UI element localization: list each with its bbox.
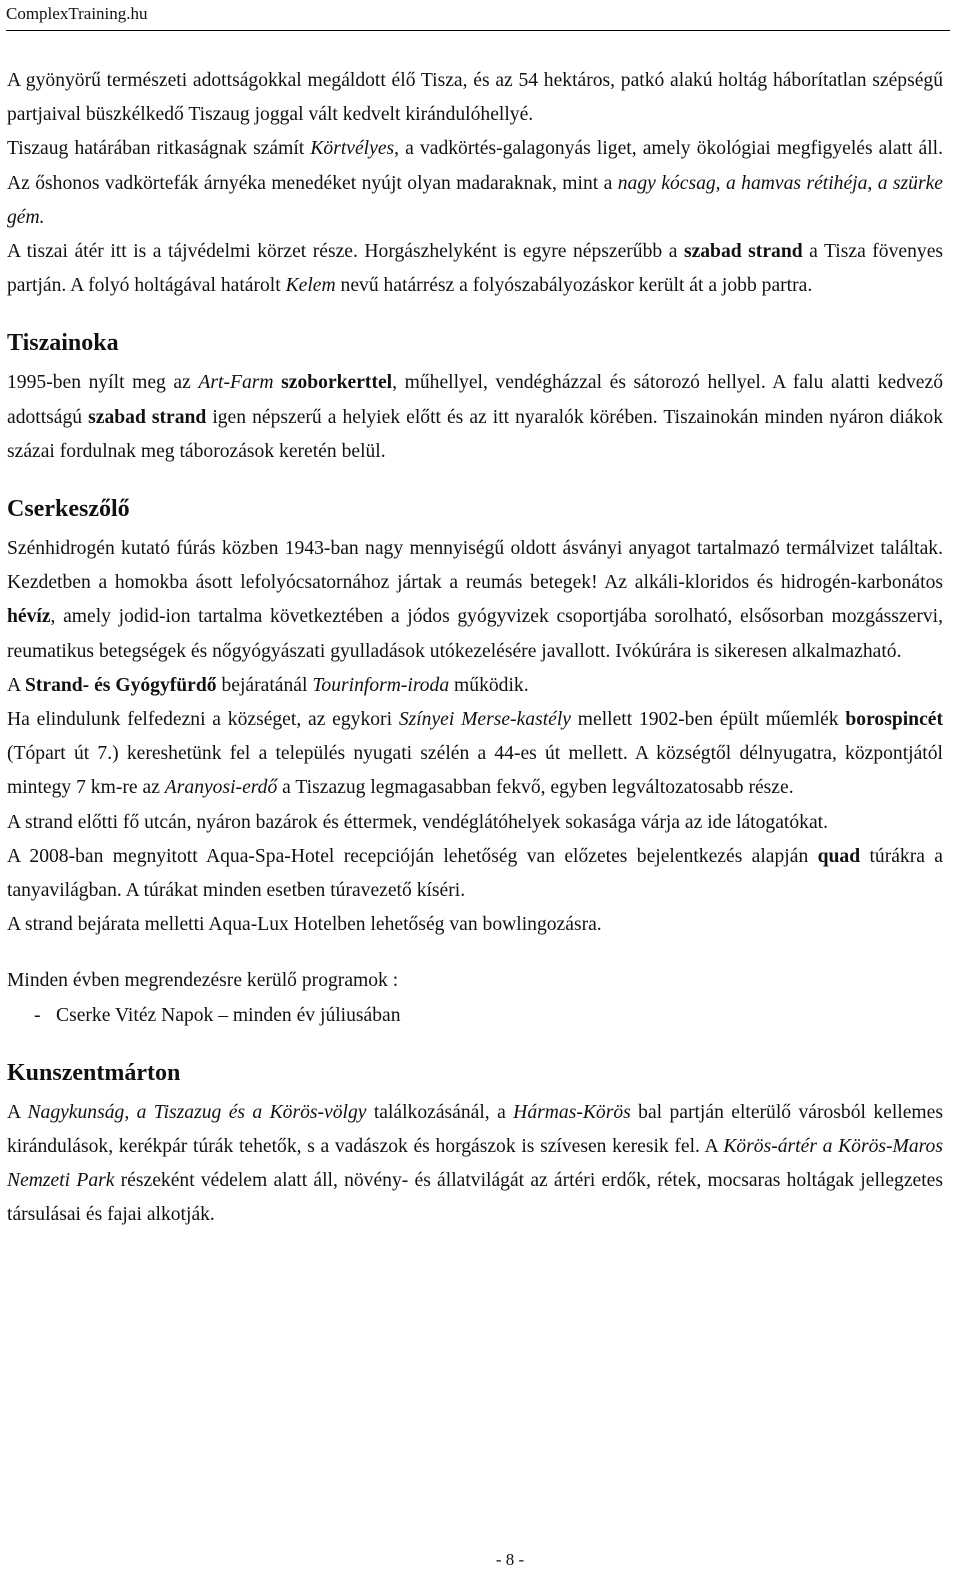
text-run: A strand bejárata melletti Aqua-Lux Hotelben lehetőség van bowlingozásra. xyxy=(7,914,602,936)
text-run: Ha elindulunk felfedezni a községet, az egykori xyxy=(7,709,399,731)
text-run: , a vadkörtés-galagonyás liget, amely ökológiai megfigyelés alatt áll. Az őshonos vadkörtefák árnyéka menedéket nyújt olyan madaraknak, mint a xyxy=(7,138,943,194)
text-run: A gyönyörű természeti adottságokkal megáldott élő Tisza, és az 54 hektáros, patkó alakú holtág háborítatlan szépségű partjaival büszkélkedő Tiszaug joggal vált kedvelt kirándulóhellyé. xyxy=(7,70,943,126)
text-run: 1995-ben nyílt meg az xyxy=(7,372,199,394)
paragraph xyxy=(7,669,943,703)
paragraph xyxy=(7,840,943,908)
italic-text: nagy kócsag, a hamvas rétihéja, a szürke gém. xyxy=(7,172,943,228)
paragraph xyxy=(7,366,943,469)
paragraph xyxy=(7,908,943,942)
paragraph xyxy=(7,532,943,669)
site-name: ComplexTraining.hu xyxy=(6,4,148,23)
text-run: A xyxy=(7,1101,28,1123)
italic-text: Aranyosi-erdő xyxy=(164,777,278,799)
section-heading-tiszainoka: Tiszainoka xyxy=(7,330,119,357)
text-run: mellett 1902-ben épült műemlék xyxy=(570,709,846,731)
bold-text: quad xyxy=(817,845,861,867)
bold-text: szabad strand xyxy=(683,241,803,263)
text-run: nevű határrész a folyószabályozáskor került át a jobb partra. xyxy=(335,275,813,297)
text-run: A strand előtti fő utcán, nyáron bazárok és éttermek, vendéglátóhelyek sokasága várja az ide látogatókat. xyxy=(7,811,828,833)
italic-text: Tourinform-iroda xyxy=(312,674,450,696)
text-run: bal partján elterülő városból kellemes kirándulások, kerékpár túrák tehetők, s a vadászok és horgászok is szívesen keresik fel. A xyxy=(7,1101,943,1158)
bold-text: hévíz xyxy=(7,606,51,628)
text-run: a Tisza fövenyes partján. A folyó holtágával határolt xyxy=(7,241,944,297)
text-run: Szénhidrogén kutató fúrás közben 1943-ban nagy mennyiségű oldott ásványi anyagot tartalmazó termálvizet találtak. Kezdetben a homokba ásott lefolyócsatornához jártak a reumás betegek! Az alkáli-kloridos és hidrogén-karbonátos xyxy=(7,538,943,594)
italic-text: Körös-ártér a Körös-Maros Nemzeti Park xyxy=(7,1136,943,1192)
italic-text: Art-Farm xyxy=(198,372,274,394)
text-run: találkozásánál, a xyxy=(366,1101,514,1123)
paragraph xyxy=(7,806,943,840)
list-item-label: Cserke Vitéz Napok – minden év júliusában xyxy=(56,1004,401,1026)
text-run: részeként védelem alatt áll, növény- és állatvilágát az ártéri erdők, rétek, mocsaras holtágak jellegzetes társulásai és fajai alkotják. xyxy=(7,1170,943,1226)
italic-text: Nagykunság, a Tiszazug és a Körös-völgy xyxy=(27,1101,367,1123)
bold-text: szoborkerttel xyxy=(281,372,393,394)
italic-text: Színyei Merse-kastély xyxy=(398,709,571,731)
text-run: A xyxy=(7,674,25,696)
paragraph xyxy=(7,132,943,235)
text-run: (Tópart út 7.) kereshetünk fel a település nyugati szélén a 44-es út mellett. A községtől délnyugatra, központjától mintegy 7 km-re az xyxy=(7,743,943,799)
section-heading-kunszentmarton: Kunszentmárton xyxy=(7,1059,181,1086)
bold-text: Strand- és Gyógyfürdő xyxy=(24,674,217,696)
text-run: , műhellyel, vendégházzal és sátorozó hellyel. A falu alatti kedvező adottságú xyxy=(7,372,943,428)
paragraph xyxy=(7,235,943,303)
italic-text: Hármas-Körös xyxy=(513,1101,631,1123)
list-dash: - xyxy=(34,1004,41,1026)
italic-text: Körtvélyes xyxy=(310,138,395,160)
section-heading-cserkeszolo: Cserkeszőlő xyxy=(7,496,130,523)
text-run: a Tiszazug legmagasabban fekvő, egyben legváltozatosabb része. xyxy=(277,777,794,799)
text-run xyxy=(274,372,282,393)
text-run: A tiszai átér itt is a tájvédelmi körzet része. Horgászhelyként is egyre népszerűbb a xyxy=(7,241,684,263)
text-run: túrákra a tanyavilágban. A túrákat minden esetben túravezető kíséri. xyxy=(7,845,943,902)
page-number: - 8 - xyxy=(495,1550,525,1569)
text-run: Tiszaug határában ritkaságnak számít xyxy=(7,138,311,160)
document-body xyxy=(7,64,943,1233)
paragraph xyxy=(7,703,943,806)
text-run: igen népszerű a helyiek előtt és az itt nyaralók körében. Tiszainokán minden nyáron diákok százai fordulnak meg táborozások keretén belül. xyxy=(7,406,943,462)
text-run: bejáratánál xyxy=(216,674,313,696)
programs-intro: Minden évben megrendezésre kerülő programok : xyxy=(7,970,399,992)
italic-text: Kelem xyxy=(285,275,336,297)
text-run: működik. xyxy=(449,674,529,696)
paragraph xyxy=(7,64,943,132)
page-header xyxy=(6,2,950,31)
paragraph xyxy=(7,1096,943,1233)
list-item xyxy=(7,999,943,1033)
bold-text: szabad strand xyxy=(88,406,207,428)
text-run: , amely jodid-ion tartalma következtében a jódos gyógyvizek csoportjába sorolható, elsősorban mozgásszervi, reumatikus betegségek és nőgyógyászati gyulladások utókezelésére javallott. Ivókúrára is sikeresen alkalmazható. xyxy=(7,606,943,662)
text-run: A 2008-ban megnyitott Aqua-Spa-Hotel recepcióján lehetőség van előzetes bejelentkezés alapján xyxy=(7,845,818,867)
bold-text: borospincét xyxy=(845,709,943,731)
